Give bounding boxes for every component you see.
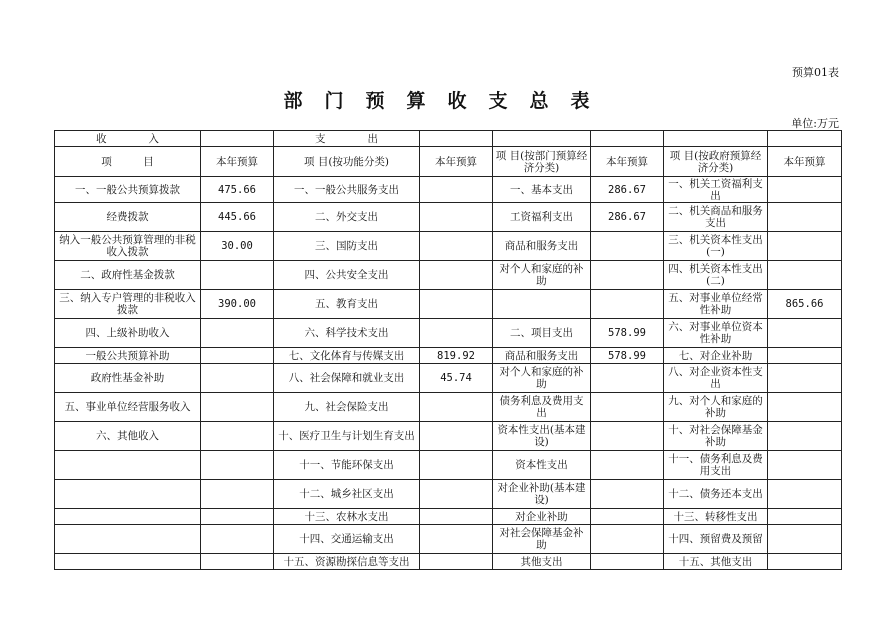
income-item-cell <box>55 451 201 480</box>
dept-economic-item-cell: 商品和服务支出 <box>493 348 591 364</box>
table-row <box>55 451 842 480</box>
income-item-cell: 五、事业单位经营服务收入 <box>55 393 201 422</box>
function-budget-cell <box>420 422 493 451</box>
income-item-cell: 一般公共预算补助 <box>55 348 201 364</box>
table-row <box>55 261 842 290</box>
dept-economic-item-cell: 商品和服务支出 <box>493 232 591 261</box>
function-budget-cell: 45.74 <box>420 364 493 393</box>
function-item-cell: 一、一般公共服务支出 <box>274 177 420 203</box>
form-number: 预算01表 <box>792 66 839 79</box>
empty-cell <box>493 131 591 147</box>
income-item-cell: 政府性基金补助 <box>55 364 201 393</box>
income-budget-cell <box>201 393 274 422</box>
header-top-row <box>55 131 842 147</box>
function-item-cell: 十三、农林水支出 <box>274 509 420 525</box>
gov-economic-item-cell: 二、机关商品和服务支出 <box>664 203 768 232</box>
gov-economic-item-cell: 六、对事业单位资本性补助 <box>664 319 768 348</box>
dept-economic-item-cell: 其他支出 <box>493 554 591 570</box>
empty-cell <box>201 131 274 147</box>
function-budget-cell <box>420 203 493 232</box>
gov-economic-budget-cell <box>768 393 842 422</box>
gov-economic-budget-cell <box>768 422 842 451</box>
gov-economic-budget-cell <box>768 203 842 232</box>
function-item-cell: 十二、城乡社区支出 <box>274 480 420 509</box>
function-budget-cell <box>420 261 493 290</box>
gov-economic-item-cell: 十、对社会保障基金补助 <box>664 422 768 451</box>
dept-economic-item-cell: 对企业补助(基本建设) <box>493 480 591 509</box>
gov-economic-budget-cell <box>768 348 842 364</box>
function-item-cell: 十一、节能环保支出 <box>274 451 420 480</box>
gov-economic-item-cell: 十四、预留费及预留 <box>664 525 768 554</box>
table-row <box>55 393 842 422</box>
dept-economic-item-cell: 工资福利支出 <box>493 203 591 232</box>
function-budget-cell <box>420 451 493 480</box>
income-budget-cell <box>201 451 274 480</box>
gov-economic-item-cell: 十五、其他支出 <box>664 554 768 570</box>
income-budget-cell: 445.66 <box>201 203 274 232</box>
table-row <box>55 509 842 525</box>
expense-header: 支 出 <box>274 131 420 147</box>
gov-economic-budget-cell <box>768 509 842 525</box>
income-item-cell: 六、其他收入 <box>55 422 201 451</box>
function-item-cell: 五、教育支出 <box>274 290 420 319</box>
gov-economic-budget-cell <box>768 364 842 393</box>
income-budget-cell <box>201 319 274 348</box>
function-budget-cell <box>420 177 493 203</box>
income-header: 收 入 <box>55 131 201 147</box>
gov-economic-budget-cell <box>768 319 842 348</box>
col-header-budget: 本年预算 <box>768 147 842 177</box>
table-row <box>55 554 842 570</box>
income-item-cell: 一、一般公共预算拨款 <box>55 177 201 203</box>
function-item-cell: 十、医疗卫生与计划生育支出 <box>274 422 420 451</box>
dept-economic-budget-cell <box>591 480 664 509</box>
dept-economic-budget-cell: 286.67 <box>591 203 664 232</box>
dept-economic-item-cell: 对个人和家庭的补助 <box>493 261 591 290</box>
dept-economic-item-cell: 对企业补助 <box>493 509 591 525</box>
function-budget-cell <box>420 525 493 554</box>
income-budget-cell <box>201 422 274 451</box>
table-row <box>55 348 842 364</box>
income-budget-cell: 475.66 <box>201 177 274 203</box>
gov-economic-budget-cell <box>768 232 842 261</box>
income-item-cell <box>55 554 201 570</box>
gov-economic-item-cell: 八、对企业资本性支出 <box>664 364 768 393</box>
gov-economic-item-cell: 七、对企业补助 <box>664 348 768 364</box>
header-row <box>55 147 842 177</box>
col-header-budget: 本年预算 <box>420 147 493 177</box>
function-budget-cell: 819.92 <box>420 348 493 364</box>
table-row <box>55 422 842 451</box>
table-row <box>55 525 842 554</box>
function-item-cell: 七、文化体育与传媒支出 <box>274 348 420 364</box>
income-budget-cell <box>201 348 274 364</box>
function-budget-cell <box>420 232 493 261</box>
gov-economic-item-cell: 五、对事业单位经常性补助 <box>664 290 768 319</box>
gov-economic-budget-cell <box>768 480 842 509</box>
unit-label: 单位:万元 <box>791 117 839 130</box>
dept-economic-budget-cell <box>591 232 664 261</box>
dept-economic-budget-cell <box>591 422 664 451</box>
gov-economic-item-cell: 十一、债务利息及费用支出 <box>664 451 768 480</box>
function-budget-cell <box>420 393 493 422</box>
dept-economic-item-cell: 对个人和家庭的补助 <box>493 364 591 393</box>
income-item-cell: 经费拨款 <box>55 203 201 232</box>
table-row <box>55 290 842 319</box>
gov-economic-item-cell: 十三、转移性支出 <box>664 509 768 525</box>
function-item-cell: 十五、资源勘探信息等支出 <box>274 554 420 570</box>
dept-economic-item-cell <box>493 290 591 319</box>
dept-economic-budget-cell <box>591 509 664 525</box>
table-row <box>55 364 842 393</box>
income-budget-cell: 390.00 <box>201 290 274 319</box>
income-item-cell <box>55 509 201 525</box>
col-header-budget: 本年预算 <box>201 147 274 177</box>
dept-economic-budget-cell <box>591 290 664 319</box>
function-budget-cell <box>420 480 493 509</box>
gov-economic-item-cell: 一、机关工资福利支出 <box>664 177 768 203</box>
income-budget-cell <box>201 364 274 393</box>
gov-economic-item-cell: 三、机关资本性支出(一) <box>664 232 768 261</box>
function-item-cell: 三、国防支出 <box>274 232 420 261</box>
dept-economic-budget-cell <box>591 525 664 554</box>
income-budget-cell <box>201 261 274 290</box>
function-item-cell: 二、外交支出 <box>274 203 420 232</box>
income-item-cell <box>55 480 201 509</box>
income-budget-cell <box>201 554 274 570</box>
dept-economic-budget-cell <box>591 451 664 480</box>
table-row <box>55 203 842 232</box>
budget-table <box>54 130 842 570</box>
dept-economic-budget-cell <box>591 393 664 422</box>
dept-economic-item-cell: 一、基本支出 <box>493 177 591 203</box>
gov-economic-budget-cell <box>768 525 842 554</box>
income-budget-cell <box>201 480 274 509</box>
dept-economic-budget-cell <box>591 554 664 570</box>
col-header-budget: 本年预算 <box>591 147 664 177</box>
gov-economic-budget-cell <box>768 177 842 203</box>
table-row <box>55 232 842 261</box>
function-budget-cell <box>420 509 493 525</box>
table-row <box>55 480 842 509</box>
income-budget-cell: 30.00 <box>201 232 274 261</box>
dept-economic-item-cell: 资本性支出 <box>493 451 591 480</box>
col-header-dept-economic: 项 目(按部门预算经济分类) <box>493 147 591 177</box>
function-budget-cell <box>420 554 493 570</box>
gov-economic-budget-cell <box>768 554 842 570</box>
dept-economic-budget-cell: 578.99 <box>591 348 664 364</box>
function-item-cell: 九、社会保险支出 <box>274 393 420 422</box>
table-row <box>55 177 842 203</box>
function-budget-cell <box>420 290 493 319</box>
empty-cell <box>768 131 842 147</box>
gov-economic-item-cell: 四、机关资本性支出(二) <box>664 261 768 290</box>
income-item-cell: 四、上级补助收入 <box>55 319 201 348</box>
page-title: 部门预算收支总表 <box>283 90 612 112</box>
income-budget-cell <box>201 525 274 554</box>
function-item-cell: 六、科学技术支出 <box>274 319 420 348</box>
gov-economic-budget-cell <box>768 261 842 290</box>
gov-economic-item-cell: 十二、债务还本支出 <box>664 480 768 509</box>
table-row <box>55 319 842 348</box>
empty-cell <box>591 131 664 147</box>
income-item-cell <box>55 525 201 554</box>
col-header-item: 项 目 <box>55 147 201 177</box>
dept-economic-item-cell: 对社会保障基金补助 <box>493 525 591 554</box>
function-budget-cell <box>420 319 493 348</box>
dept-economic-item-cell: 资本性支出(基本建设) <box>493 422 591 451</box>
dept-economic-budget-cell <box>591 261 664 290</box>
dept-economic-budget-cell: 578.99 <box>591 319 664 348</box>
income-item-cell: 纳入一般公共预算管理的非税收入拨款 <box>55 232 201 261</box>
dept-economic-budget-cell: 286.67 <box>591 177 664 203</box>
table-body <box>55 177 842 570</box>
dept-economic-item-cell: 二、项目支出 <box>493 319 591 348</box>
dept-economic-item-cell: 债务利息及费用支出 <box>493 393 591 422</box>
income-budget-cell <box>201 509 274 525</box>
empty-cell <box>420 131 493 147</box>
function-item-cell: 八、社会保障和就业支出 <box>274 364 420 393</box>
income-item-cell: 三、纳入专户管理的非税收入拨款 <box>55 290 201 319</box>
gov-economic-budget-cell <box>768 451 842 480</box>
dept-economic-budget-cell <box>591 364 664 393</box>
function-item-cell: 十四、交通运输支出 <box>274 525 420 554</box>
function-item-cell: 四、公共安全支出 <box>274 261 420 290</box>
col-header-gov-economic: 项 目(按政府预算经济分类) <box>664 147 768 177</box>
gov-economic-budget-cell: 865.66 <box>768 290 842 319</box>
empty-cell <box>664 131 768 147</box>
col-header-function: 项 目(按功能分类) <box>274 147 420 177</box>
gov-economic-item-cell: 九、对个人和家庭的补助 <box>664 393 768 422</box>
income-item-cell: 二、政府性基金拨款 <box>55 261 201 290</box>
